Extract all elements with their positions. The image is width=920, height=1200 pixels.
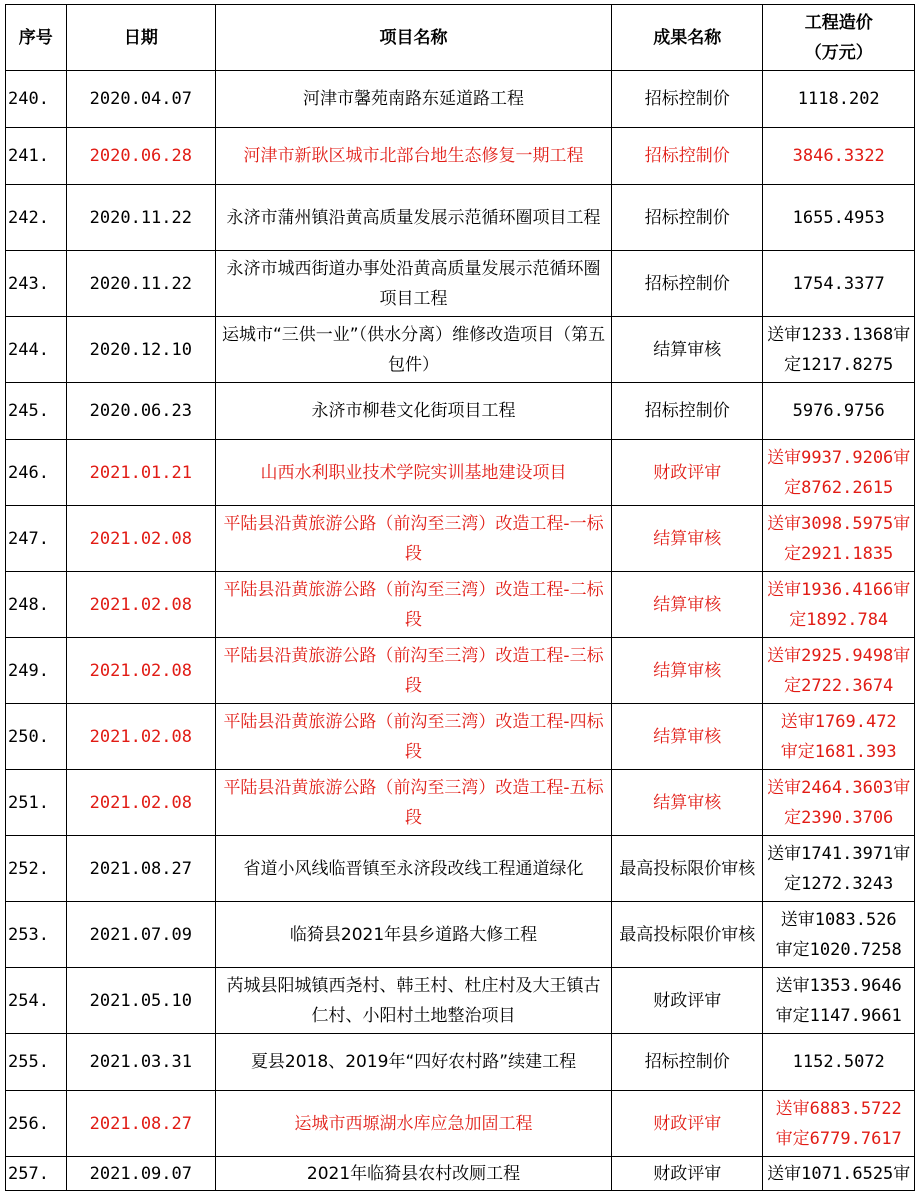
- row-project-name: 永济市蒲州镇沿黄高质量发展示范循环圈项目工程: [216, 185, 612, 251]
- row-cost-line2: 审定1147.9661: [775, 1005, 902, 1026]
- row-result-name: 最高投标限价审核: [611, 836, 763, 902]
- header-cost-line2: （万元）: [804, 42, 873, 63]
- row-number: 255.: [6, 1034, 67, 1091]
- row-result-name: 最高投标限价审核: [611, 902, 763, 968]
- row-result-name: 财政评审: [611, 440, 763, 506]
- table-row: [6, 506, 915, 572]
- row-project-name: 临猗县2021年县乡道路大修工程: [216, 902, 612, 968]
- row-project-name: 河津市新耿区城市北部台地生态修复一期工程: [216, 128, 612, 185]
- row-date: 2021.08.27: [66, 836, 215, 902]
- row-project-name: 永济市城西街道办事处沿黄高质量发展示范循环圈项目工程: [216, 251, 612, 317]
- row-date: 2021.02.08: [66, 770, 215, 836]
- row-cost: [763, 704, 915, 770]
- header-cost-line1: 工程造价: [804, 12, 873, 33]
- row-cost-line1: 3846.3322: [792, 146, 885, 166]
- row-cost-line1: 1118.202: [797, 89, 880, 109]
- row-result-name: 结算审核: [611, 572, 763, 638]
- row-number: 243.: [6, 251, 67, 317]
- row-cost: [763, 71, 915, 128]
- row-cost: [763, 638, 915, 704]
- table-row: [6, 251, 915, 317]
- row-number: 254.: [6, 968, 67, 1034]
- row-cost-line1: 送审3098.5975审定2921.1835: [767, 513, 911, 564]
- row-project-name: 平陆县沿黄旅游公路（前沟至三湾）改造工程-四标段: [216, 704, 612, 770]
- row-date: 2021.05.10: [66, 968, 215, 1034]
- project-table: [5, 4, 915, 1191]
- row-project-name: 平陆县沿黄旅游公路（前沟至三湾）改造工程-一标段: [216, 506, 612, 572]
- row-project-name: 夏县2018、2019年“四好农村路”续建工程: [216, 1034, 612, 1091]
- row-project-name: 河津市馨苑南路东延道路工程: [216, 71, 612, 128]
- row-date: 2020.12.10: [66, 317, 215, 383]
- row-cost: [763, 383, 915, 440]
- row-cost: [763, 506, 915, 572]
- table-row: [6, 71, 915, 128]
- table-row: [6, 572, 915, 638]
- row-result-name: 结算审核: [611, 506, 763, 572]
- row-cost-line1: 1655.4953: [792, 207, 885, 228]
- row-project-name: 平陆县沿黄旅游公路（前沟至三湾）改造工程-五标段: [216, 770, 612, 836]
- row-result-name: 结算审核: [611, 704, 763, 770]
- row-cost: [763, 1091, 915, 1157]
- row-date: 2021.02.08: [66, 704, 215, 770]
- row-date: 2020.11.22: [66, 185, 215, 251]
- row-result-name: 财政评审: [611, 1157, 763, 1191]
- row-number: 247.: [6, 506, 67, 572]
- row-project-name: 永济市柳巷文化街项目工程: [216, 383, 612, 440]
- row-date: 2021.02.08: [66, 572, 215, 638]
- row-cost-line1: 送审9937.9206审定8762.2615: [767, 447, 911, 498]
- row-result-name: 招标控制价: [611, 251, 763, 317]
- header-no: 序号: [6, 5, 67, 71]
- table-row: [6, 440, 915, 506]
- row-cost-line1: 送审6883.5722: [775, 1098, 902, 1119]
- row-cost: [763, 572, 915, 638]
- table-row: [6, 1157, 915, 1191]
- row-cost: [763, 128, 915, 185]
- table-row: [6, 128, 915, 185]
- row-cost: [763, 770, 915, 836]
- row-cost: [763, 902, 915, 968]
- row-cost: [763, 1157, 915, 1191]
- row-project-name: 芮城县阳城镇西尧村、韩王村、杜庄村及大王镇古仁村、小阳村土地整治项目: [216, 968, 612, 1034]
- table-row: [6, 902, 915, 968]
- row-number: 246.: [6, 440, 67, 506]
- row-number: 252.: [6, 836, 67, 902]
- row-date: 2021.09.07: [66, 1157, 215, 1191]
- row-date: 2021.02.08: [66, 638, 215, 704]
- row-project-name: 2021年临猗县农村改厕工程: [216, 1157, 612, 1191]
- row-cost: [763, 836, 915, 902]
- row-date: 2020.11.22: [66, 251, 215, 317]
- table-row: [6, 968, 915, 1034]
- row-cost-line1: 送审2925.9498审定2722.3674: [767, 645, 911, 696]
- row-result-name: 招标控制价: [611, 1034, 763, 1091]
- row-date: 2021.07.09: [66, 902, 215, 968]
- row-number: 244.: [6, 317, 67, 383]
- row-cost-line2: 审定1681.393: [780, 741, 897, 762]
- header-cost: [763, 5, 915, 71]
- row-cost-line2: 审定1020.7258: [775, 939, 902, 960]
- row-number: 256.: [6, 1091, 67, 1157]
- header-project: 项目名称: [216, 5, 612, 71]
- row-project-name: 运城市西塬湖水库应急加固工程: [216, 1091, 612, 1157]
- row-number: 250.: [6, 704, 67, 770]
- row-project-name: 平陆县沿黄旅游公路（前沟至三湾）改造工程-二标段: [216, 572, 612, 638]
- row-number: 241.: [6, 128, 67, 185]
- table-row: [6, 770, 915, 836]
- row-cost-line1: 送审2464.3603审定2390.3706: [767, 777, 911, 828]
- row-cost-line1: 送审1353.9646: [775, 975, 902, 996]
- header-result: 成果名称: [611, 5, 763, 71]
- row-cost-line1: 1754.3377: [792, 273, 885, 294]
- row-cost-line1: 1152.5072: [792, 1052, 885, 1072]
- row-cost: [763, 440, 915, 506]
- table-row: [6, 317, 915, 383]
- row-cost-line1: 送审1936.4166审定1892.784: [767, 579, 911, 630]
- row-number: 253.: [6, 902, 67, 968]
- row-date: 2021.03.31: [66, 1034, 215, 1091]
- row-cost: [763, 968, 915, 1034]
- row-cost: [763, 251, 915, 317]
- table-row: [6, 1034, 915, 1091]
- header-date: 日期: [66, 5, 215, 71]
- row-cost-line1: 送审1083.526: [780, 909, 897, 930]
- row-project-name: 平陆县沿黄旅游公路（前沟至三湾）改造工程-三标段: [216, 638, 612, 704]
- table-row: [6, 836, 915, 902]
- row-project-name: 山西水利职业技术学院实训基地建设项目: [216, 440, 612, 506]
- row-project-name: 省道小风线临晋镇至永济段改线工程通道绿化: [216, 836, 612, 902]
- row-number: 251.: [6, 770, 67, 836]
- row-cost-line1: 送审1071.6525审: [767, 1163, 911, 1184]
- row-date: 2020.04.07: [66, 71, 215, 128]
- table-row: [6, 638, 915, 704]
- row-result-name: 结算审核: [611, 638, 763, 704]
- row-cost-line1: 送审1741.3971审定1272.3243: [767, 843, 911, 894]
- row-number: 257.: [6, 1157, 67, 1191]
- row-result-name: 结算审核: [611, 317, 763, 383]
- row-cost: [763, 185, 915, 251]
- row-number: 240.: [6, 71, 67, 128]
- row-cost: [763, 1034, 915, 1091]
- row-cost-line2: 审定6779.7617: [775, 1128, 902, 1149]
- row-date: 2020.06.23: [66, 383, 215, 440]
- row-date: 2020.06.28: [66, 128, 215, 185]
- row-result-name: 招标控制价: [611, 71, 763, 128]
- row-result-name: 招标控制价: [611, 185, 763, 251]
- table-row: [6, 1091, 915, 1157]
- row-result-name: 招标控制价: [611, 383, 763, 440]
- row-result-name: 财政评审: [611, 1091, 763, 1157]
- row-date: 2021.01.21: [66, 440, 215, 506]
- row-result-name: 招标控制价: [611, 128, 763, 185]
- row-project-name: 运城市“三供一业”（供水分离）维修改造项目（第五包件）: [216, 317, 612, 383]
- row-number: 248.: [6, 572, 67, 638]
- row-cost-line1: 送审1233.1368审定1217.8275: [767, 324, 911, 375]
- table-row: [6, 704, 915, 770]
- table-row: [6, 185, 915, 251]
- row-number: 249.: [6, 638, 67, 704]
- row-cost-line1: 送审1769.472: [780, 711, 897, 732]
- header-row: [6, 5, 915, 71]
- row-cost-line1: 5976.9756: [792, 401, 885, 421]
- row-number: 245.: [6, 383, 67, 440]
- table-row: [6, 383, 915, 440]
- row-date: 2021.02.08: [66, 506, 215, 572]
- row-number: 242.: [6, 185, 67, 251]
- row-date: 2021.08.27: [66, 1091, 215, 1157]
- row-result-name: 财政评审: [611, 968, 763, 1034]
- row-cost: [763, 317, 915, 383]
- row-result-name: 结算审核: [611, 770, 763, 836]
